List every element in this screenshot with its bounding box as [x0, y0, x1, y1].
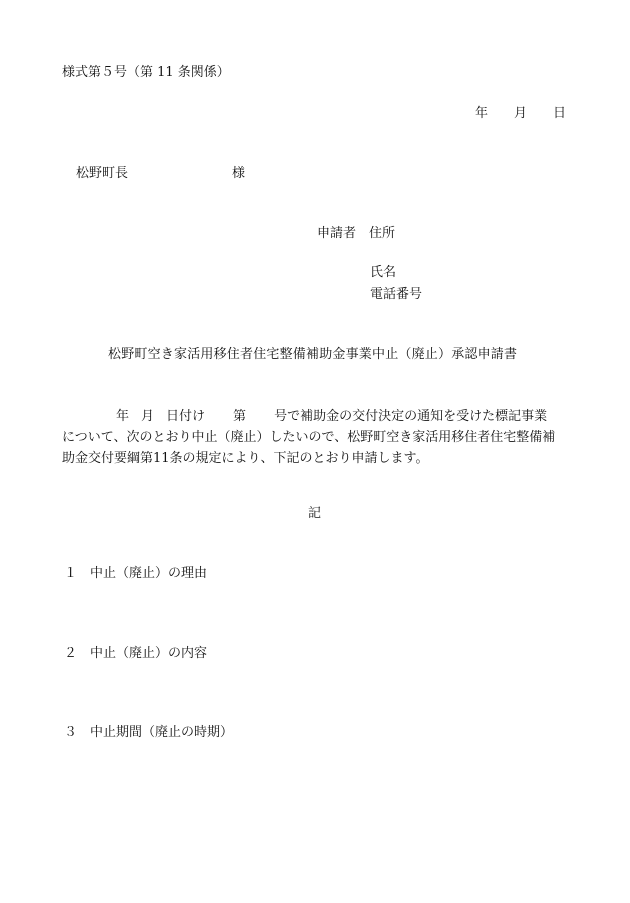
recipient-name: 松野町長 [76, 166, 129, 181]
body-line-3: 助金交付要綱第11条の規定により、下記のとおり申請します。 [62, 451, 429, 466]
applicant-address-label: 住所 [369, 226, 396, 241]
body-line1-rest: 号で補助金の交付決定の通知を受けた標記事業 [274, 409, 548, 424]
body-year: 年 [116, 409, 130, 424]
applicant-line [317, 227, 395, 240]
document-title: 松野町空き家活用移住者住宅整備補助金事業中止（廃止）承認申請書 [108, 347, 518, 362]
body-line-1 [62, 406, 582, 427]
date-line [475, 107, 566, 120]
item-label: 中止（廃止）の理由 [90, 566, 208, 581]
applicant-phone-label: 電話番号 [370, 287, 423, 302]
date-day: 日 [552, 106, 566, 121]
recipient-honorific: 様 [232, 166, 246, 181]
list-item [64, 647, 207, 660]
item-label: 中止（廃止）の内容 [90, 646, 208, 661]
recipient-line [76, 167, 245, 180]
applicant-name-label: 氏名 [370, 265, 397, 280]
list-item [64, 567, 207, 580]
item-number: ２ [64, 646, 78, 661]
body-line-2: について、次のとおり中止（廃止）したいので、松野町空き家活用移住者住宅整備補 [62, 430, 556, 445]
body-dated: 日付け [166, 409, 206, 424]
list-item [64, 726, 233, 739]
date-year: 年 [474, 106, 488, 121]
body-month: 月 [141, 409, 155, 424]
body-number-prefix: 第 [233, 409, 247, 424]
ki-heading: 記 [308, 506, 322, 521]
form-number: 様式第５号（第 11 条関係） [62, 65, 230, 80]
item-number: ３ [64, 725, 78, 740]
item-label: 中止期間（廃止の時期） [90, 725, 234, 740]
applicant-label: 申請者 [317, 226, 357, 241]
date-month: 月 [513, 106, 527, 121]
item-number: １ [64, 566, 78, 581]
body-paragraph [62, 406, 582, 469]
